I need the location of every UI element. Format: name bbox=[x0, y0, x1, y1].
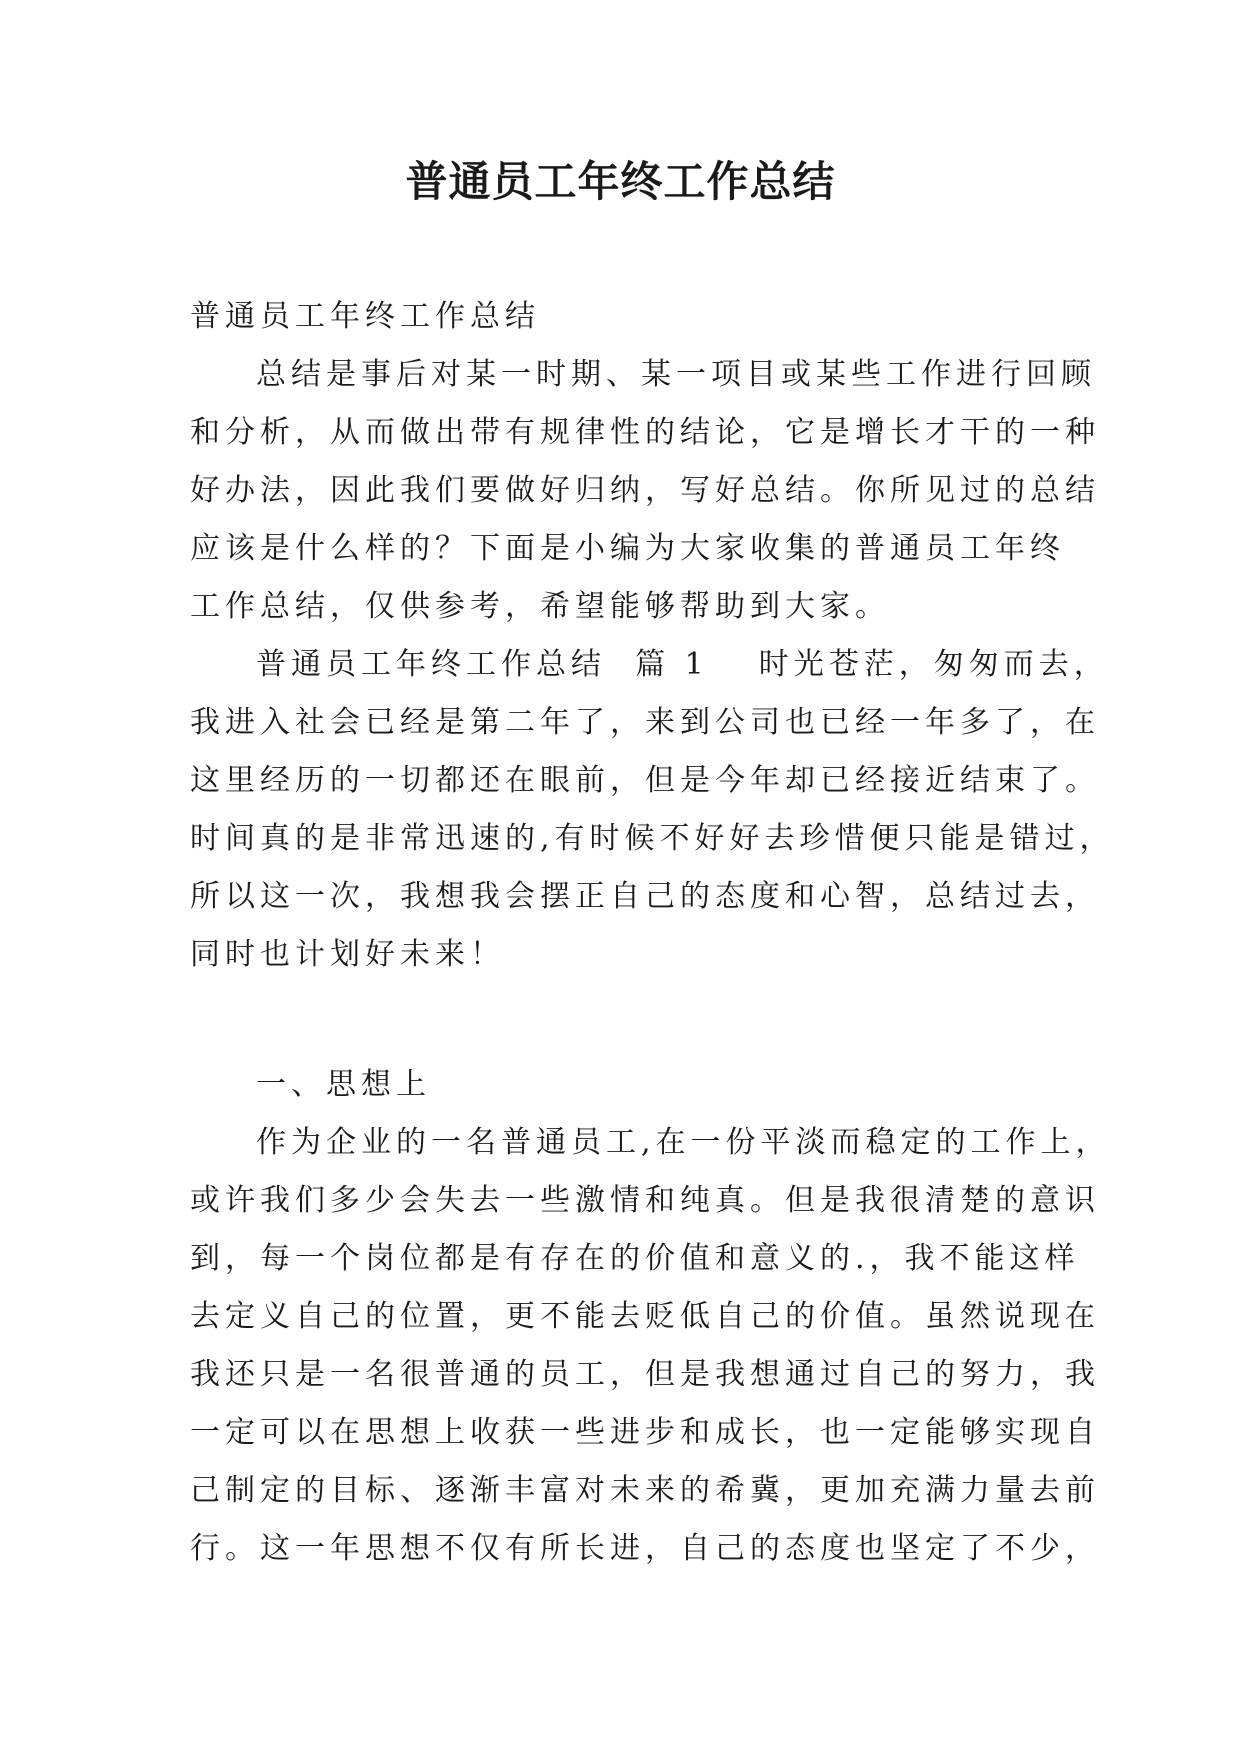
section1-heading: 普通员工年终工作总结 篇 1 bbox=[256, 647, 709, 682]
part1-line-5: 我还只是一名很普通的员工，但是我想通过自己的努力，我 bbox=[190, 1357, 1100, 1392]
part1-line-3: 到，每一个岗位都是有存在的价值和意义的.，我不能这样 bbox=[190, 1241, 1080, 1276]
part1-line-7: 己制定的目标、逐渐丰富对未来的希冀，更加充满力量去前 bbox=[190, 1473, 1100, 1508]
section1-line-3: 时间真的是非常迅速的,有时候不好好去珍惜便只能是错过， bbox=[190, 821, 1115, 856]
intro-line-1: 总结是事后对某一时期、某一项目或某些工作进行回顾 bbox=[256, 357, 1096, 392]
subtitle-line: 普通员工年终工作总结 bbox=[190, 299, 540, 334]
part1-line-2: 或许我们多少会失去一些激情和纯真。但是我很清楚的意识 bbox=[190, 1183, 1100, 1218]
part1-line-8: 行。这一年思想不仅有所长进，自己的态度也坚定了不少， bbox=[190, 1531, 1100, 1566]
blank-gap bbox=[190, 984, 1070, 1056]
document-body bbox=[190, 288, 1115, 1578]
document-title: 普通员工年终工作总结 bbox=[405, 157, 836, 206]
section1-first-text: 时光苍茫，匆匆而去， bbox=[758, 647, 1109, 682]
intro-line-5: 工作总结，仅供参考，希望能够帮助到大家。 bbox=[190, 589, 890, 624]
part1-line-6: 一定可以在思想上收获一些进步和成长，也一定能够实现自 bbox=[190, 1415, 1100, 1450]
intro-line-2: 和分析，从而做出带有规律性的结论，它是增长才干的一种 bbox=[190, 415, 1100, 450]
section1-line-1: 我进入社会已经是第二年了，来到公司也已经一年多了，在 bbox=[190, 705, 1100, 740]
intro-line-3: 好办法，因此我们要做好归纳，写好总结。你所见过的总结 bbox=[190, 473, 1100, 508]
part1-heading: 一、思想上 bbox=[256, 1067, 431, 1102]
section1-line-4: 所以这一次，我想我会摆正自己的态度和心智，总结过去， bbox=[190, 879, 1100, 914]
part1-line-1: 作为企业的一名普通员工,在一份平淡而稳定的工作上， bbox=[256, 1125, 1111, 1160]
intro-line-4: 应该是什么样的？下面是小编为大家收集的普通员工年终 bbox=[190, 531, 1065, 566]
part1-line-4: 去定义自己的位置，更不能去贬低自己的价值。虽然说现在 bbox=[190, 1299, 1100, 1334]
section1-first-line bbox=[190, 636, 1109, 694]
section1-line-2: 这里经历的一切都还在眼前，但是今年却已经接近结束了。 bbox=[190, 763, 1100, 798]
section1-line-5: 同时也计划好未来！ bbox=[190, 937, 505, 972]
